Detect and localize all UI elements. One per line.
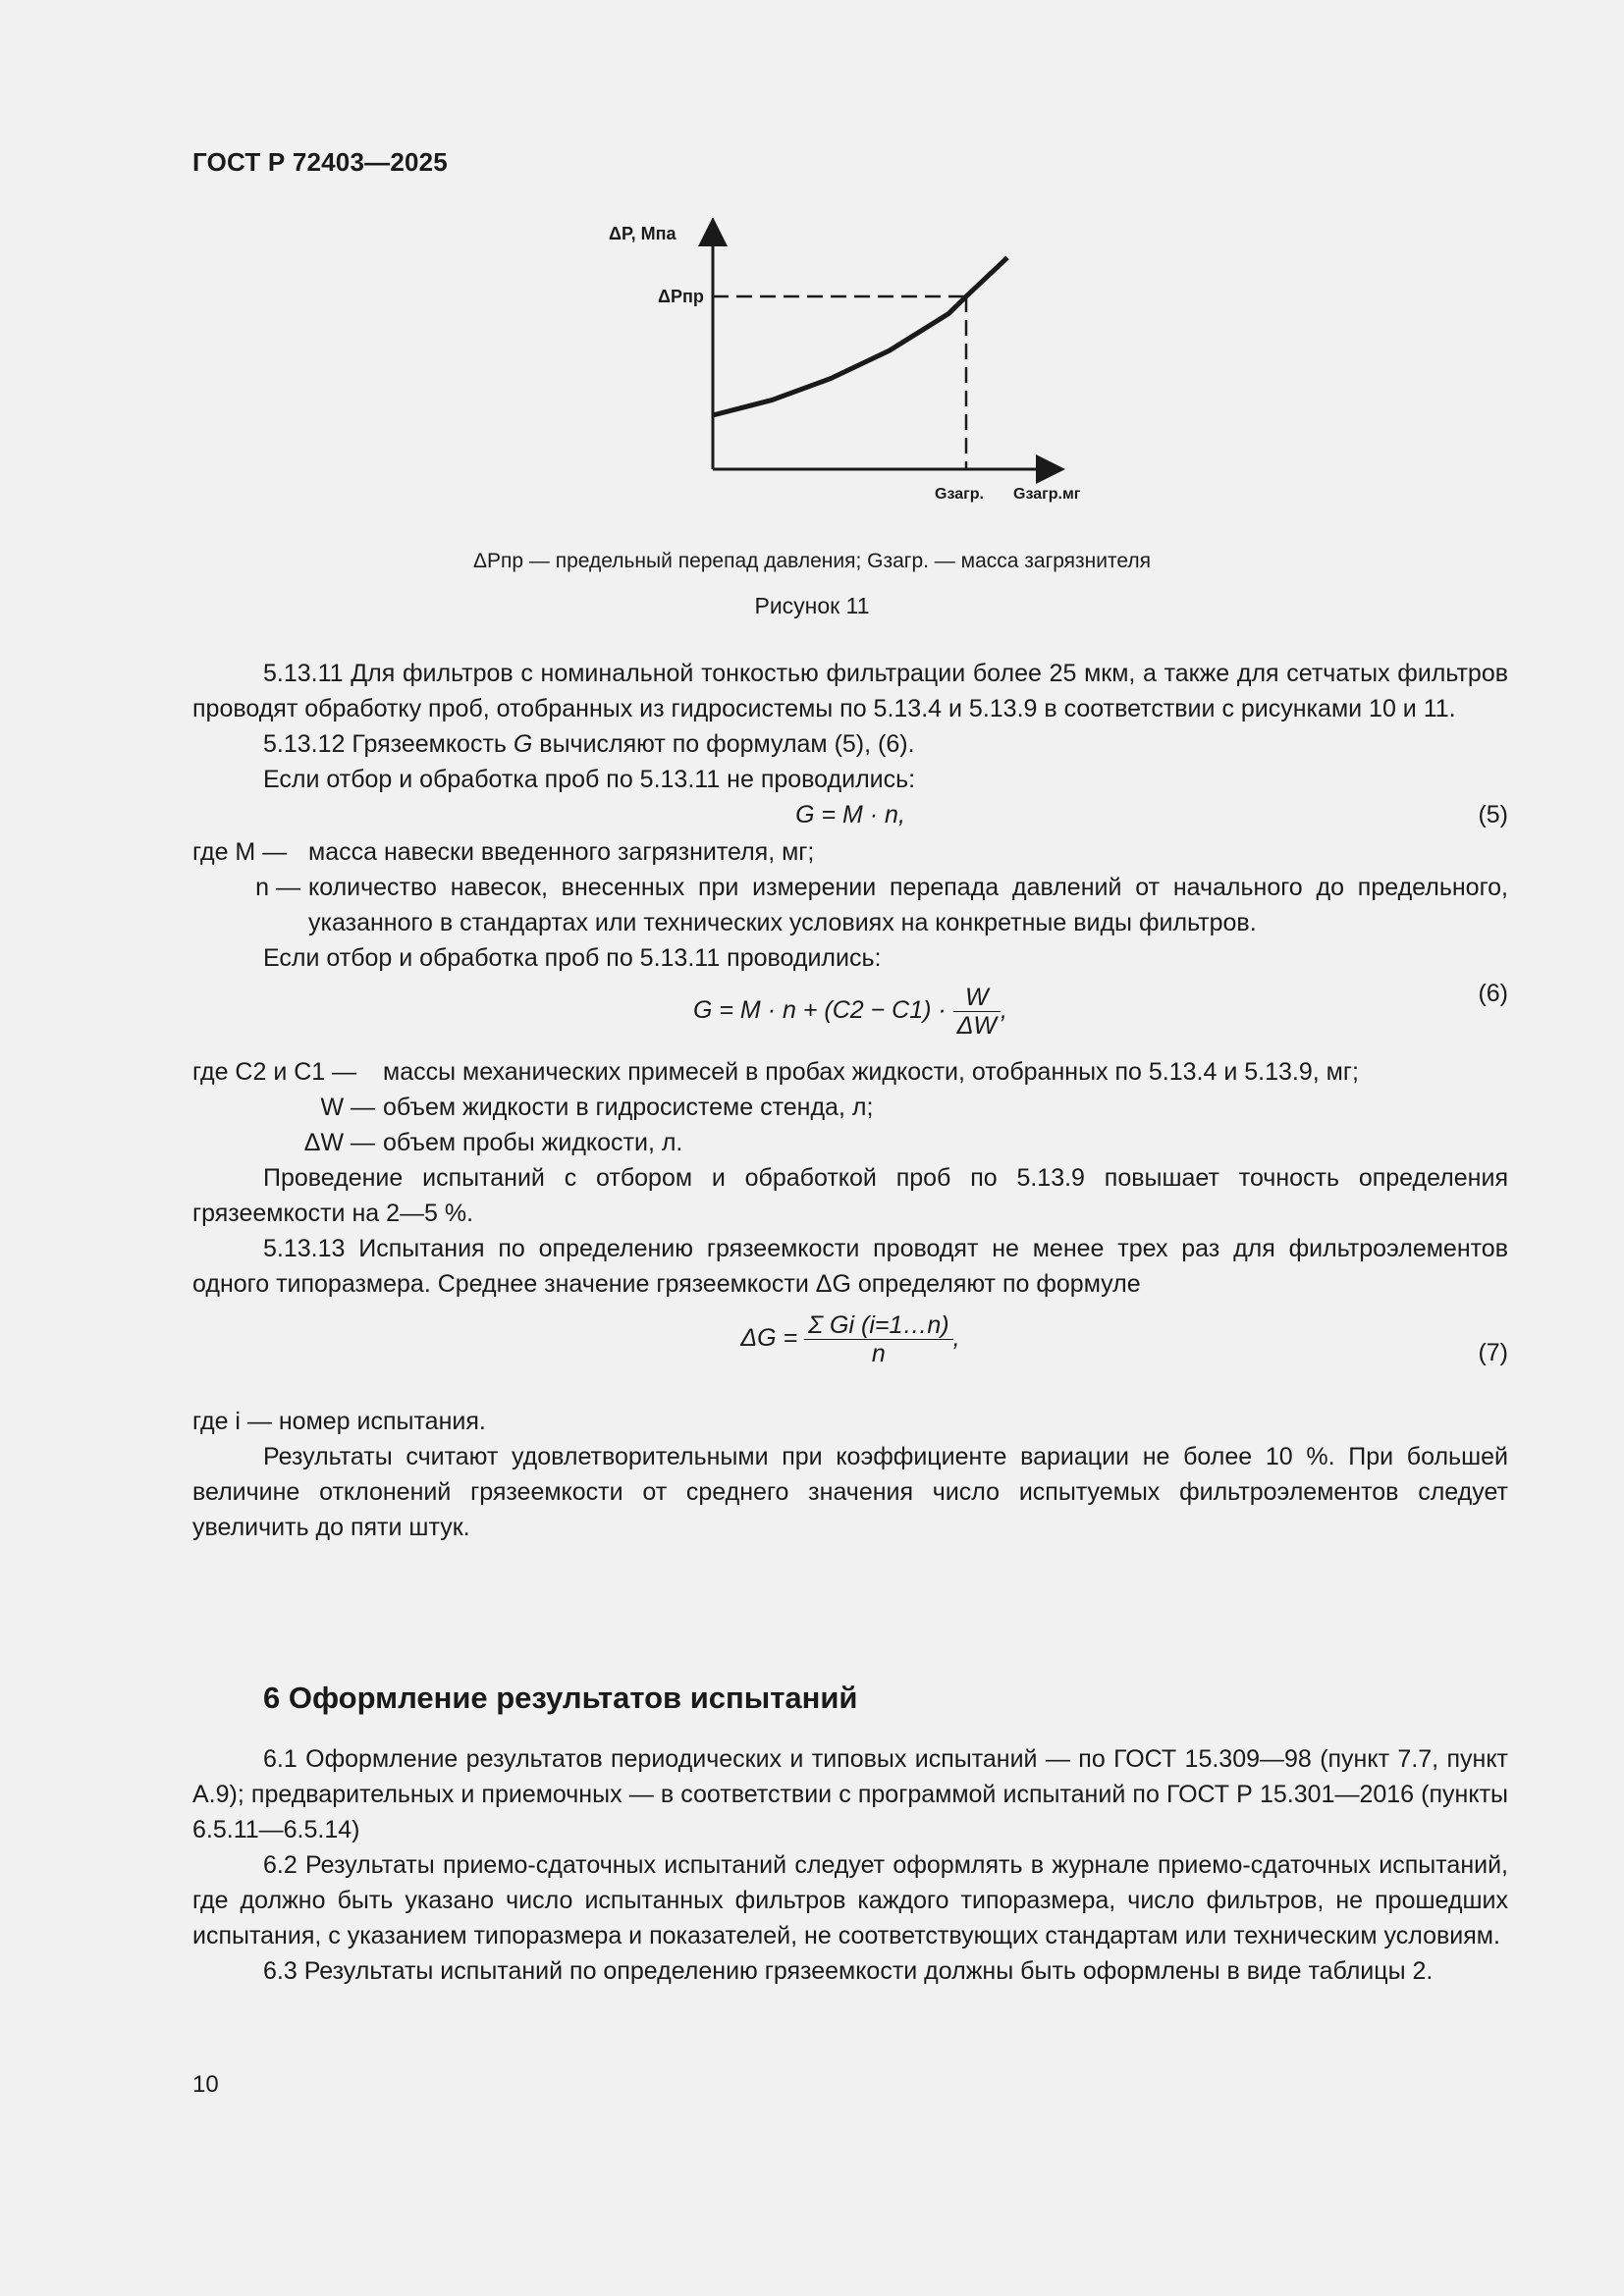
formula-6 <box>192 976 1508 1048</box>
y-axis-label: ΔP, Мпа <box>609 224 677 243</box>
document-header: ГОСТ Р 72403—2025 <box>192 147 448 177</box>
figure-11-chart <box>609 218 1100 512</box>
formula-6-number: (6) <box>1478 980 1508 1007</box>
paragraph-5-13-11: 5.13.11 Для фильтров с номинальной тонкостью фильтрации более 25 мкм, а также для сетчатых фильтров проводят обработку проб, отобранных из гидросистемы по 5.13.4 и 5.13.9 в соответствии с рисунками 10 и 11. <box>192 660 1508 722</box>
formula-6-left: G = M · n + (C2 − C1) · <box>693 996 947 1025</box>
formula-7-fraction: $\frac{\text{Σ Gi (i=1…n)}}{n}$ <box>804 1311 953 1367</box>
formula-5-number: (5) <box>1478 801 1508 828</box>
paragraph-6-1: 6.1 Оформление результатов периодических и типовых испытаний — по ГОСТ 15.309—98 (пункт 7.7, пункт А.9); предварительных и приемочных — в соответствии с программой испытаний по ГОСТ Р 15.301—2016 (пункты 6.5.11—6.5.14) <box>192 1745 1508 1843</box>
where-row-W: W — объем жидкости в гидросистеме стенда, л; <box>320 1094 874 1121</box>
body-text <box>192 656 1508 1545</box>
where-list-6 <box>192 1054 1508 1160</box>
formula-6-body: G = M · n + (C2 − C1) · $\frac{W}{\Delta W}$ , <box>693 984 1007 1040</box>
formula-7-left: ΔG = <box>740 1324 798 1353</box>
section-6-text <box>192 1741 1508 1989</box>
formula-6-fraction: $\frac{W}{\Delta W}$ <box>953 984 1001 1040</box>
where-row-C: где C2 и C1 — массы механических примесей в пробах жидкости, отобранных по 5.13.4 и 5.13.9, мг; <box>192 1058 1359 1086</box>
x-mark-label: Gзагр. <box>935 486 984 503</box>
paragraph-accuracy: Проведение испытаний с отбором и обработкой проб по 5.13.9 повышает точность определения грязеемкости на 2—5 %. <box>192 1164 1508 1227</box>
x-axis-label: Gзагр.мг <box>1013 486 1081 503</box>
figure-caption: ΔPпр — предельный перепад давления; Gзагр. — масса загрязнителя <box>472 550 1151 572</box>
y-mark-label: ΔPпр <box>658 287 704 306</box>
section-6-title: 6 Оформление результатов испытаний <box>263 1681 858 1715</box>
formula-5-body: G = M · n, <box>795 801 905 828</box>
where-row-M: где M — масса навески введенного загрязнителя, мг; <box>192 838 815 866</box>
where-row-n: n — количество навесок, внесенных при измерении перепада давлений от начального до предельного, указанного в стандартах или технических условиях на конкретные виды фильтров. <box>255 874 1508 936</box>
paragraph-where-i: где i — номер испытания. <box>192 1408 486 1435</box>
formula-7 <box>192 1302 1508 1404</box>
paragraph-5-13-12: 5.13.12 Грязеемкость G вычисляют по формулам (5), (6). <box>263 730 915 758</box>
paragraph-6-2: 6.2 Результаты приемо-сдаточных испытаний следует оформлять в журнале приемо-сдаточных испытаний, где должно быть указано число испытанных фильтров каждого типоразмера, число фильтров, не прошедших испытания, с указанием типоразмера и показателей, не соответствующих стандартам или техническим условиям. <box>192 1851 1508 1949</box>
paragraph-results: Результаты считают удовлетворительными при коэффициенте вариации не более 10 %. При большей величине отклонений грязеемкости от среднего значения число испытуемых фильтроэлементов следует увеличить до пяти штук. <box>192 1443 1508 1541</box>
paragraph-6-3: 6.3 Результаты испытаний по определению грязеемкости должны быть оформлены в виде таблицы 2. <box>263 1957 1434 1985</box>
formula-7-body: ΔG = $\frac{\text{Σ Gi (i=1…n)}}{n}$ , <box>740 1311 960 1367</box>
formula-7-number: (7) <box>1478 1339 1508 1366</box>
dp-curve <box>713 257 1007 415</box>
formula-5 <box>192 797 1508 834</box>
paragraph-if-yes: Если отбор и обработка проб по 5.13.11 проводились: <box>263 944 882 972</box>
paragraph-5-13-13: 5.13.13 Испытания по определению грязеемкости проводят не менее трех раз для фильтроэлементов одного типоразмера. Среднее значение грязеемкости ΔG определяют по формуле <box>192 1235 1508 1298</box>
page-number: 10 <box>192 2071 219 2098</box>
paragraph-if-not: Если отбор и обработка проб по 5.13.11 не проводились: <box>263 766 916 793</box>
where-row-dW: ΔW — объем пробы жидкости, л. <box>303 1129 683 1156</box>
figure-number: Рисунок 11 <box>754 593 870 618</box>
where-list-5 <box>192 834 1508 940</box>
